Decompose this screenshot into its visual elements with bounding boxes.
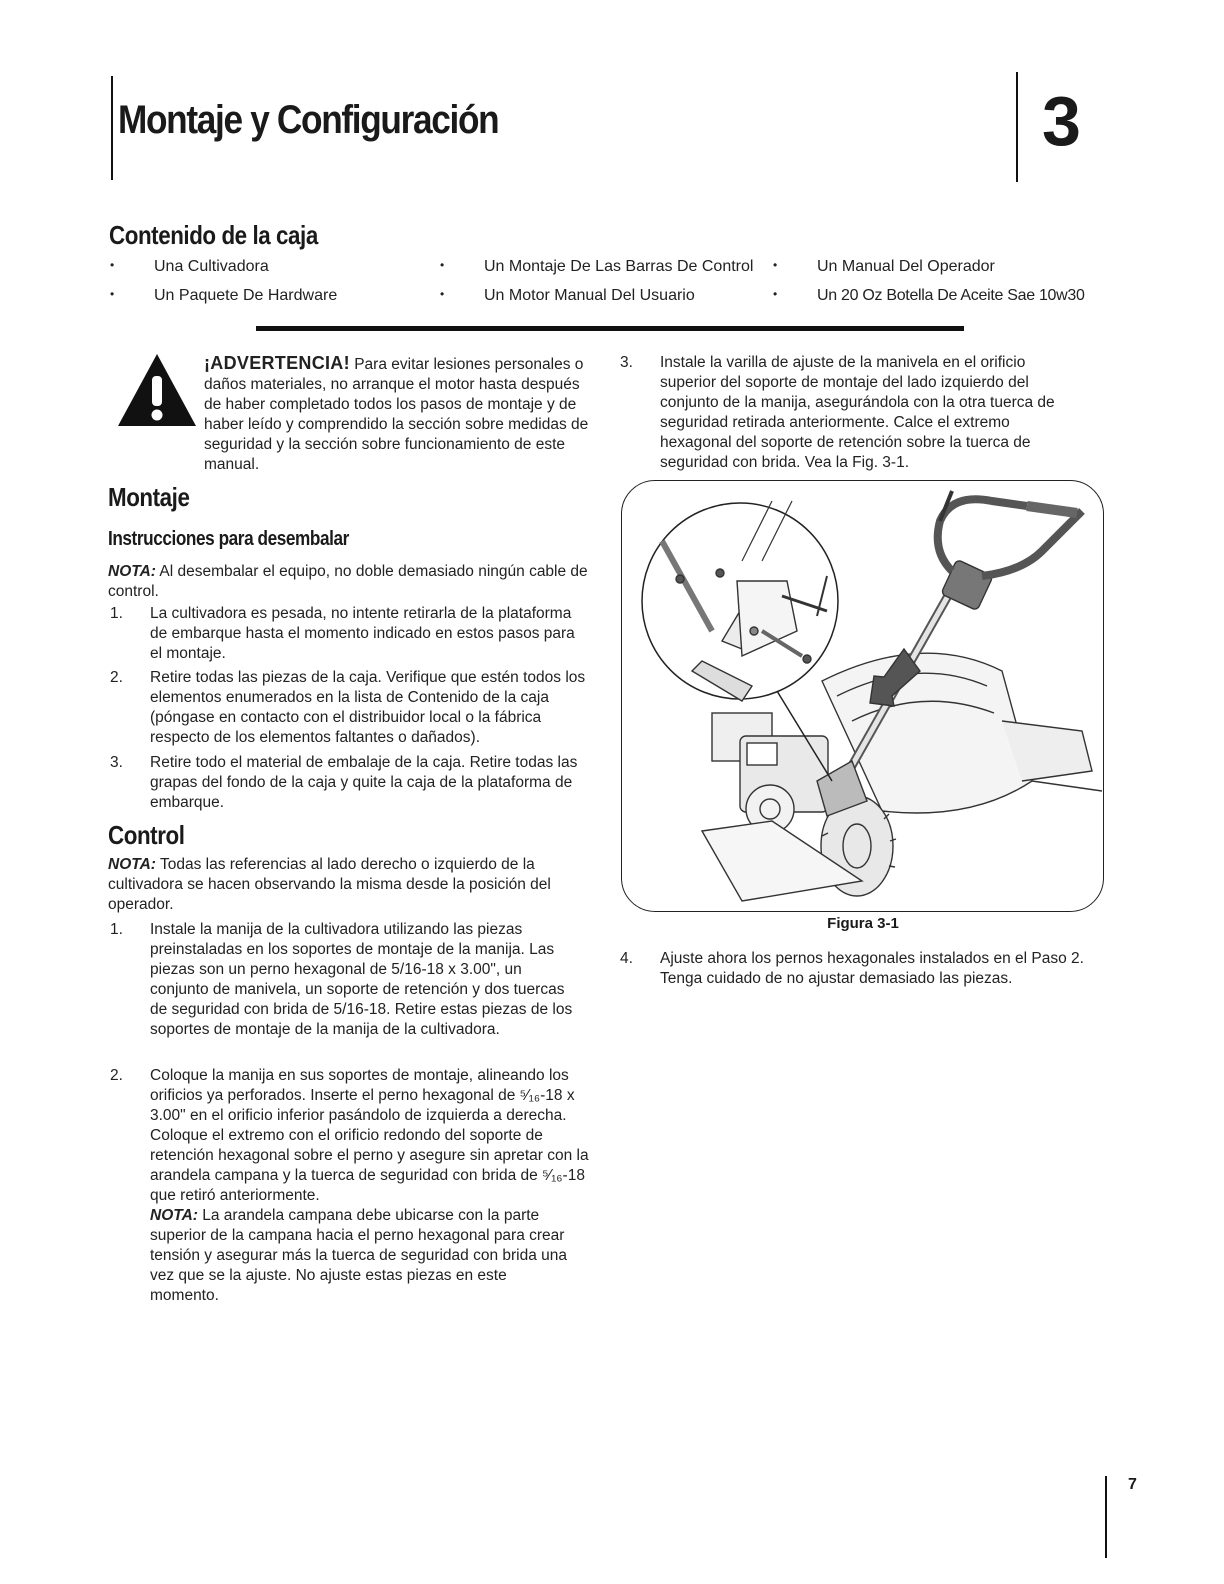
bullet-icon: • <box>440 258 445 272</box>
section-divider <box>256 326 964 331</box>
step2-note: NOTA: La arandela campana debe ubicarse con la parte superior de la campana hacia el perno hexagonal para crear tensión y asegurar más la tuerca de seguridad con brida una vez que se la ajuste. No ajuste estas piezas en este momento. <box>150 1207 568 1304</box>
warning-heading: ¡ADVERTENCIA! <box>204 353 350 373</box>
figure-caption: Figura 3-1 <box>827 915 899 932</box>
montaje-title: Montaje <box>108 482 190 512</box>
warning-text: ¡ADVERTENCIA! Para evitar lesiones personales o daños materiales, no arranque el motor hasta después de haber completado todos los pasos de montaje y de haber leído y comprendido la sección sobre medidas de seguridad y la sección sobre funcionamiento de este manual. <box>204 353 589 473</box>
warning-icon <box>116 352 198 428</box>
chapter-title: Montaje y Configuración <box>118 98 499 142</box>
unpacking-subtitle: Instrucciones para desembalar <box>108 528 349 550</box>
tiller-illustration <box>622 481 1103 911</box>
control-title: Control <box>108 820 185 850</box>
bullet-icon: • <box>440 287 445 301</box>
box-contents-title: Contenido de la caja <box>109 220 318 250</box>
bullet-icon: • <box>110 287 115 301</box>
bullet-icon: • <box>110 258 115 272</box>
bullet-icon: • <box>773 258 778 272</box>
page-number: 7 <box>1128 1476 1137 1493</box>
bullet-icon: • <box>773 287 778 301</box>
header-left-rule <box>111 76 113 180</box>
control-note: NOTA: Todas las referencias al lado derecho o izquierdo de la cultivadora se hacen observando la misma desde la posición del operador. <box>108 856 551 913</box>
header-right-rule <box>1016 72 1018 182</box>
chapter-number: 3 <box>1042 82 1081 160</box>
montaje-note: NOTA: Al desembalar el equipo, no doble demasiado ningún cable de control. <box>108 563 588 600</box>
figure-3-1 <box>621 480 1104 912</box>
footer-rule <box>1105 1476 1107 1558</box>
